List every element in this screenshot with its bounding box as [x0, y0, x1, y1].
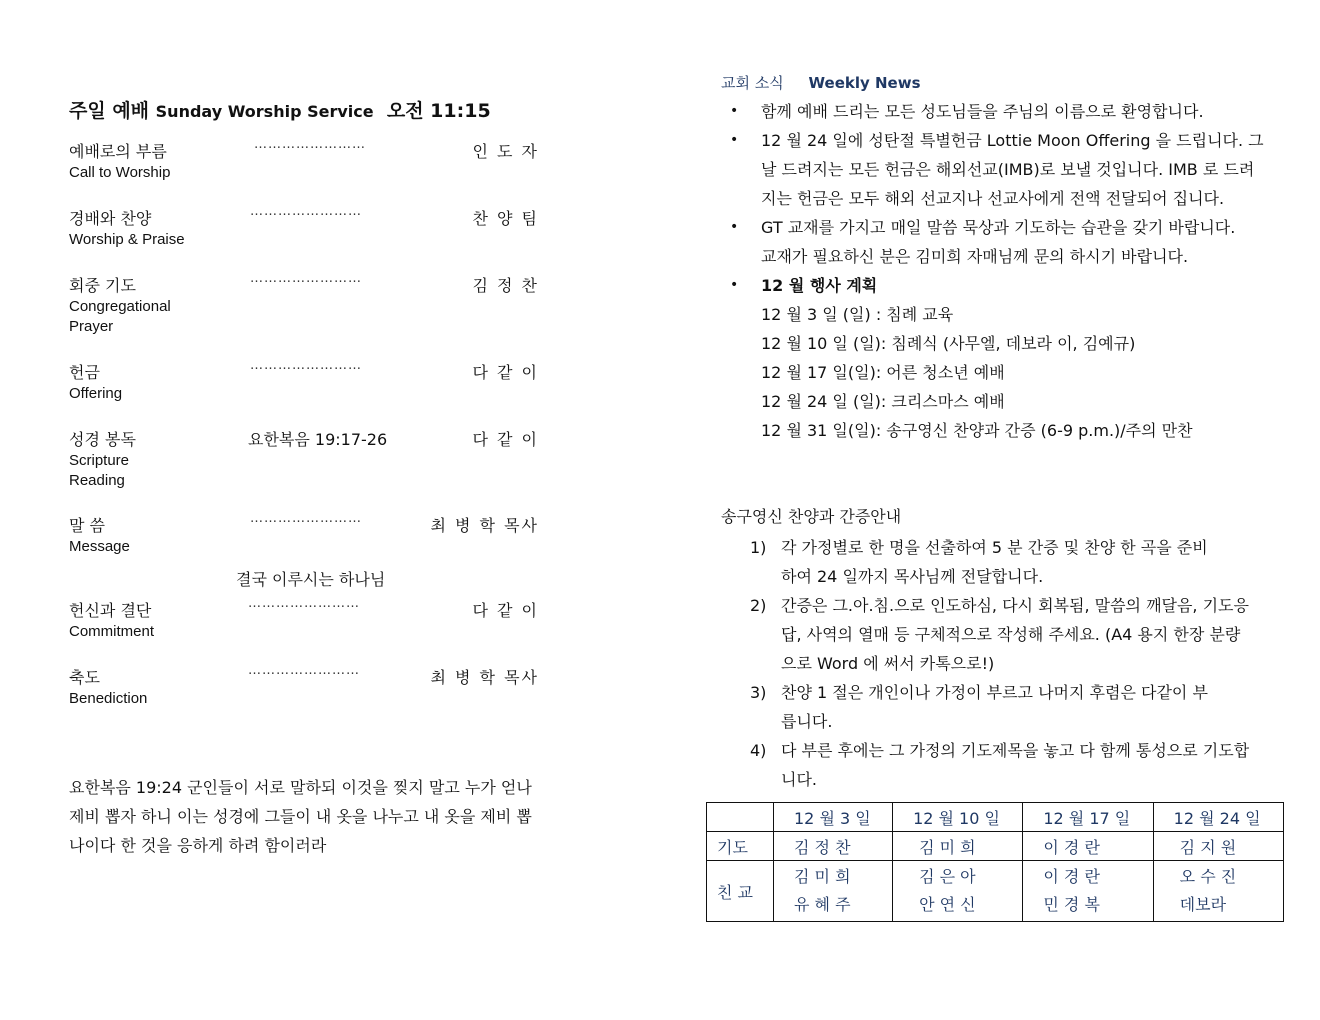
schedule-table	[706, 802, 1284, 922]
fellowship-name: 김 미 희	[794, 867, 851, 886]
fellowship-name: 민 경 복	[1043, 895, 1100, 914]
prayer-cell: 김 미 희	[893, 832, 1023, 861]
guide-number: 4)	[750, 741, 767, 760]
prayer-label: 기도	[707, 832, 774, 861]
fellowship-cell	[1153, 861, 1283, 922]
news-item	[730, 213, 1241, 271]
date-header: 12 월 10 일	[893, 803, 1023, 832]
order-dots: ……………………	[250, 204, 362, 219]
order-item-ko: 헌신과 결단	[69, 601, 152, 620]
event-item: 12 월 24 일 (일): 크리스마스 예배	[761, 392, 1005, 411]
date-header: 12 월 3 일	[774, 803, 893, 832]
bullet-icon: •	[730, 103, 739, 119]
service-time: 오전 11:15	[386, 100, 491, 122]
guide-item	[750, 678, 1221, 736]
guide-number: 3)	[750, 683, 767, 702]
fellowship-name: 데보라	[1179, 895, 1227, 914]
table-row	[707, 803, 1284, 832]
order-item-ko: 헌금	[69, 363, 100, 382]
events-title: 12 월 행사 계획	[761, 276, 878, 295]
event-item: 12 월 3 일 (일) : 침례 교육	[761, 305, 954, 324]
guide-list	[750, 533, 1270, 794]
guide-text: 찬양 1 절은 개인이나 가정이 부르고 나머지 후렴은 다같이 부릅니다.	[781, 683, 1208, 731]
news-list	[730, 97, 1290, 445]
service-title-en: Sunday Worship Service	[155, 102, 374, 121]
guide-text: 다 부른 후에는 그 가정의 기도제목을 놓고 다 함께 통성으로 기도합니다.	[781, 741, 1250, 789]
news-item	[730, 97, 1290, 126]
news-heading-ko: 교회 소식	[721, 74, 784, 92]
prayer-cell: 김 지 원	[1153, 832, 1283, 861]
date-header: 12 월 24 일	[1153, 803, 1283, 832]
order-item-en: Worship & Praise	[69, 231, 185, 248]
order-leader: 인 도 자	[472, 142, 539, 161]
fellowship-name: 이 경 란	[1043, 867, 1100, 886]
order-item-en: Scripture Reading	[69, 452, 130, 489]
fellowship-label: 친 교	[707, 861, 774, 922]
table-corner-cell	[707, 803, 774, 832]
order-leader: 다 같 이	[472, 363, 539, 382]
guide-text: 간증은 그.아.침.으로 인도하심, 다시 회복됨, 말씀의 깨달음, 기도응답, 사역의 열매 등 구체적으로 작성해 주세요. (A4 용지 한장 분량으로 Word 에 써서 카톡으로!)	[781, 596, 1249, 673]
news-item-text: GT 교재를 가지고 매일 말씀 묵상과 기도하는 습관을 갖기 바랍니다. 교재가 필요하신 분은 김미희 자매님께 문의 하시기 바랍니다.	[761, 218, 1236, 266]
table-row	[707, 832, 1284, 861]
event-item: 12 월 31 일(일): 송구영신 찬양과 간증 (6-9 p.m.)/주의 만찬	[761, 421, 1193, 440]
date-header: 12 월 17 일	[1023, 803, 1153, 832]
guide-item	[750, 736, 1261, 794]
sermon-title: 결국 이루시는 하나님	[236, 570, 386, 589]
bullet-icon: •	[730, 277, 739, 293]
order-item-ko: 말 씀	[69, 516, 105, 535]
order-leader: 다 같 이	[472, 601, 539, 620]
order-item-ko: 축도	[69, 668, 100, 687]
order-item-en: Call to Worship	[69, 164, 171, 181]
fellowship-name: 유 혜 주	[794, 895, 851, 914]
guide-title: 송구영신 찬양과 간증안내	[721, 507, 902, 526]
order-item-ko: 경배와 찬양	[69, 209, 152, 228]
prayer-cell: 이 경 란	[1023, 832, 1153, 861]
order-dots: ……………………	[250, 511, 362, 526]
fellowship-name: 오 수 진	[1179, 867, 1237, 886]
bullet-icon: •	[730, 219, 739, 235]
table-row	[707, 861, 1284, 922]
order-leader: 찬 양 팀	[472, 209, 539, 228]
order-item-en: Offering	[69, 385, 123, 402]
news-item-text: 함께 예배 드리는 모든 성도님들을 주님의 이름으로 환영합니다.	[761, 102, 1204, 121]
fellowship-name: 안 연 신	[919, 895, 976, 914]
guide-number: 1)	[750, 538, 767, 557]
order-dots: ……………………	[248, 596, 360, 611]
guide-text: 각 가정별로 한 명을 선출하여 5 분 간증 및 찬양 한 곡을 준비하여 24 일까지 목사님께 전달합니다.	[781, 538, 1208, 586]
order-dots: ……………………	[250, 358, 362, 373]
fellowship-cell	[1023, 861, 1153, 922]
order-item-ko: 회중 기도	[69, 276, 136, 295]
event-item: 12 월 10 일 (일): 침례식 (사무엘, 데보라 이, 김예규)	[761, 334, 1136, 353]
order-dots: ……………………	[248, 663, 360, 678]
order-item-en: Message	[69, 538, 130, 555]
bullet-icon: •	[730, 132, 739, 148]
scripture-reference: 요한복음 19:17-26	[248, 430, 388, 449]
order-leader: 최 병 학 목사	[430, 668, 539, 687]
event-item: 12 월 17 일(일): 어른 청소년 예배	[761, 363, 1005, 382]
order-item-en: Congregational Prayer	[69, 298, 171, 335]
order-leader: 다 같 이	[472, 430, 539, 449]
events-block	[730, 271, 1290, 445]
service-title	[69, 96, 491, 123]
service-title-ko: 주일 예배	[69, 100, 150, 122]
fellowship-cell	[774, 861, 893, 922]
news-heading-en: Weekly News	[808, 74, 921, 92]
order-leader: 김 정 찬	[472, 276, 539, 295]
order-dots: ……………………	[250, 271, 362, 286]
news-heading	[721, 72, 921, 93]
order-item-ko: 성경 봉독	[69, 430, 136, 449]
order-item-en: Benediction	[69, 690, 148, 707]
order-item-en: Commitment	[69, 623, 155, 640]
guide-number: 2)	[750, 596, 767, 615]
order-leader: 최 병 학 목사	[430, 516, 539, 535]
scripture-verse: 요한복음 19:24 군인들이 서로 말하되 이것을 찢지 말고 누가 얻나 제비 뽑자 하니 이는 성경에 그들이 내 옷을 나누고 내 옷을 제비 뽑나이다 한 것을 응하게 하려 함이러라	[69, 778, 532, 855]
guide-item	[750, 591, 1251, 678]
news-item	[730, 126, 1266, 213]
guide-item	[750, 533, 1211, 591]
fellowship-cell	[893, 861, 1023, 922]
prayer-cell: 김 정 찬	[774, 832, 893, 861]
news-item-text: 12 월 24 일에 성탄절 특별헌금 Lottie Moon Offering 을 드립니다. 그날 드려지는 모든 헌금은 해외선교(IMB)로 보낼 것입니다. IMB 로 드려지는 헌금은 모두 해외 선교지나 선교사에게 전액 전달되어 집니다.	[761, 131, 1264, 208]
order-dots: ……………………	[254, 137, 366, 152]
fellowship-name: 김 은 아	[919, 867, 976, 886]
order-item-ko: 예배로의 부름	[69, 142, 167, 161]
